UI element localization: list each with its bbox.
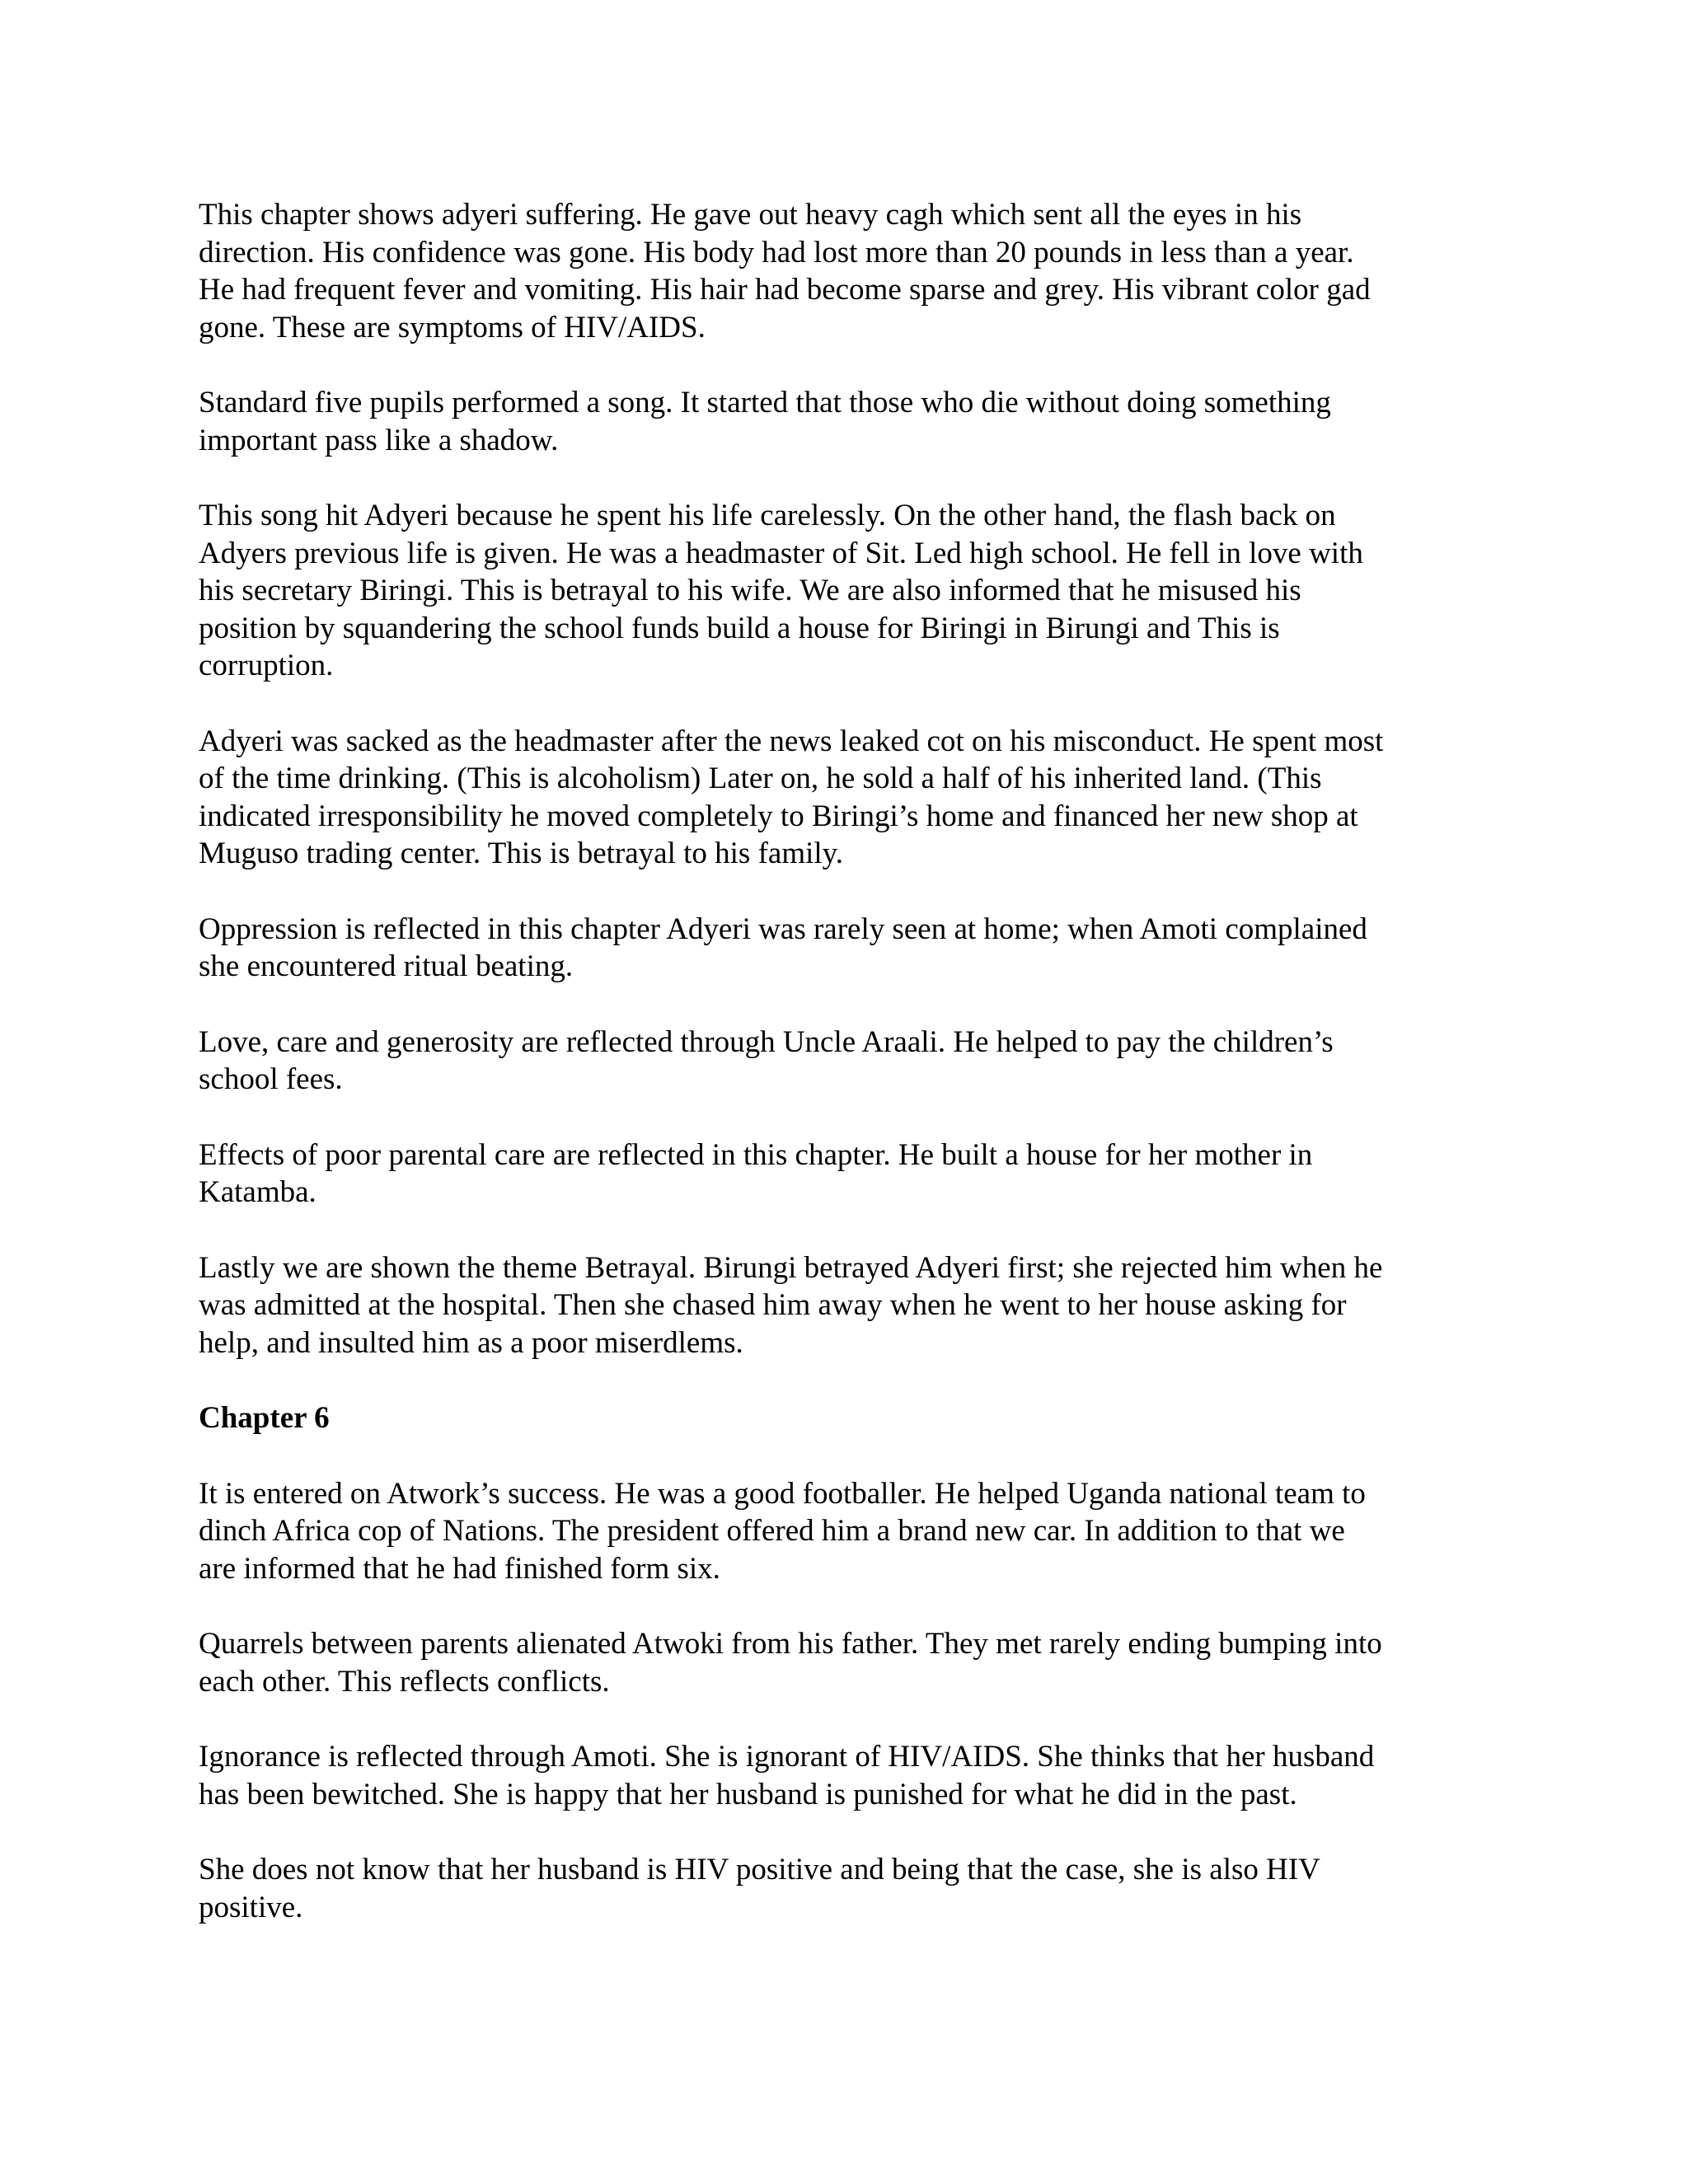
document-body	[199, 196, 1493, 1964]
paragraph-standard-five-song: Standard five pupils performed a song. It started that those who die without doing something important pass like a shadow.	[199, 386, 1331, 457]
paragraph-quarrels: Quarrels between parents alienated Atwoki from his father. They met rarely ending bumping into each other. This reflects conflicts.	[199, 1627, 1382, 1699]
paragraph-oppression: Oppression is reflected in this chapter Adyeri was rarely seen at home; when Amoti complained she encountered ritual beating.	[199, 912, 1367, 983]
paragraph-adyeri-sacked: Adyeri was sacked as the headmaster after the news leaked cot on his misconduct. He spent most of the time drinking. (This is alcoholism) Later on, he sold a half of his inherited land. (This indicated irresponsibility he moved completely to Biringi’s home and financed her new shop at Muguso trading center. This is betrayal to his family.	[199, 724, 1384, 870]
paragraph-betrayal: Lastly we are shown the theme Betrayal. Birungi betrayed Adyeri first; she rejected him when he was admitted at the hospital. Then she chased him away when he went to her house asking for help, and insulted him as a poor miserdlems.	[199, 1250, 1383, 1360]
paragraph-atwoki-success: It is entered on Atwork’s success. He was a good footballer. He helped Uganda national team to dinch Africa cop of Nations. The president offered him a brand new car. In addition to that we are informed that he had finished form six.	[199, 1476, 1366, 1586]
paragraph-song-hit-adyeri: This song hit Adyeri because he spent his life carelessly. On the other hand, the flash back on Adyers previous life is given. He was a headmaster of Sit. Led high school. He fell in love with his secretary Biringi. This is betrayal to his wife. We are also informed that he misused his position by squandering the school funds build a house for Biringi in Birungi and This is corruption.	[199, 499, 1363, 682]
paragraph-hiv-positive: She does not know that her husband is HIV positive and being that the case, she is also HIV positive.	[199, 1853, 1320, 1924]
chapter-heading: Chapter 6	[199, 1401, 330, 1435]
paragraph-parental-care: Effects of poor parental care are reflected in this chapter. He built a house for her mother in Katamba.	[199, 1137, 1313, 1209]
paragraph-love-care: Love, care and generosity are reflected through Uncle Araali. He helped to pay the children’s school fees.	[199, 1024, 1334, 1096]
paragraph-ignorance: Ignorance is reflected through Amoti. She is ignorant of HIV/AIDS. She thinks that her husband has been bewitched. She is happy that her husband is punished for what he did in the past.	[199, 1740, 1375, 1811]
paragraph-adyeri-suffering: This chapter shows adyeri suffering. He gave out heavy cagh which sent all the eyes in his direction. His confidence was gone. His body had lost more than 20 pounds in less than a year. He had frequent fever and vomiting. His hair had become sparse and grey. His vibrant color gad gone. These are symptoms of HIV/AIDS.	[199, 198, 1371, 344]
